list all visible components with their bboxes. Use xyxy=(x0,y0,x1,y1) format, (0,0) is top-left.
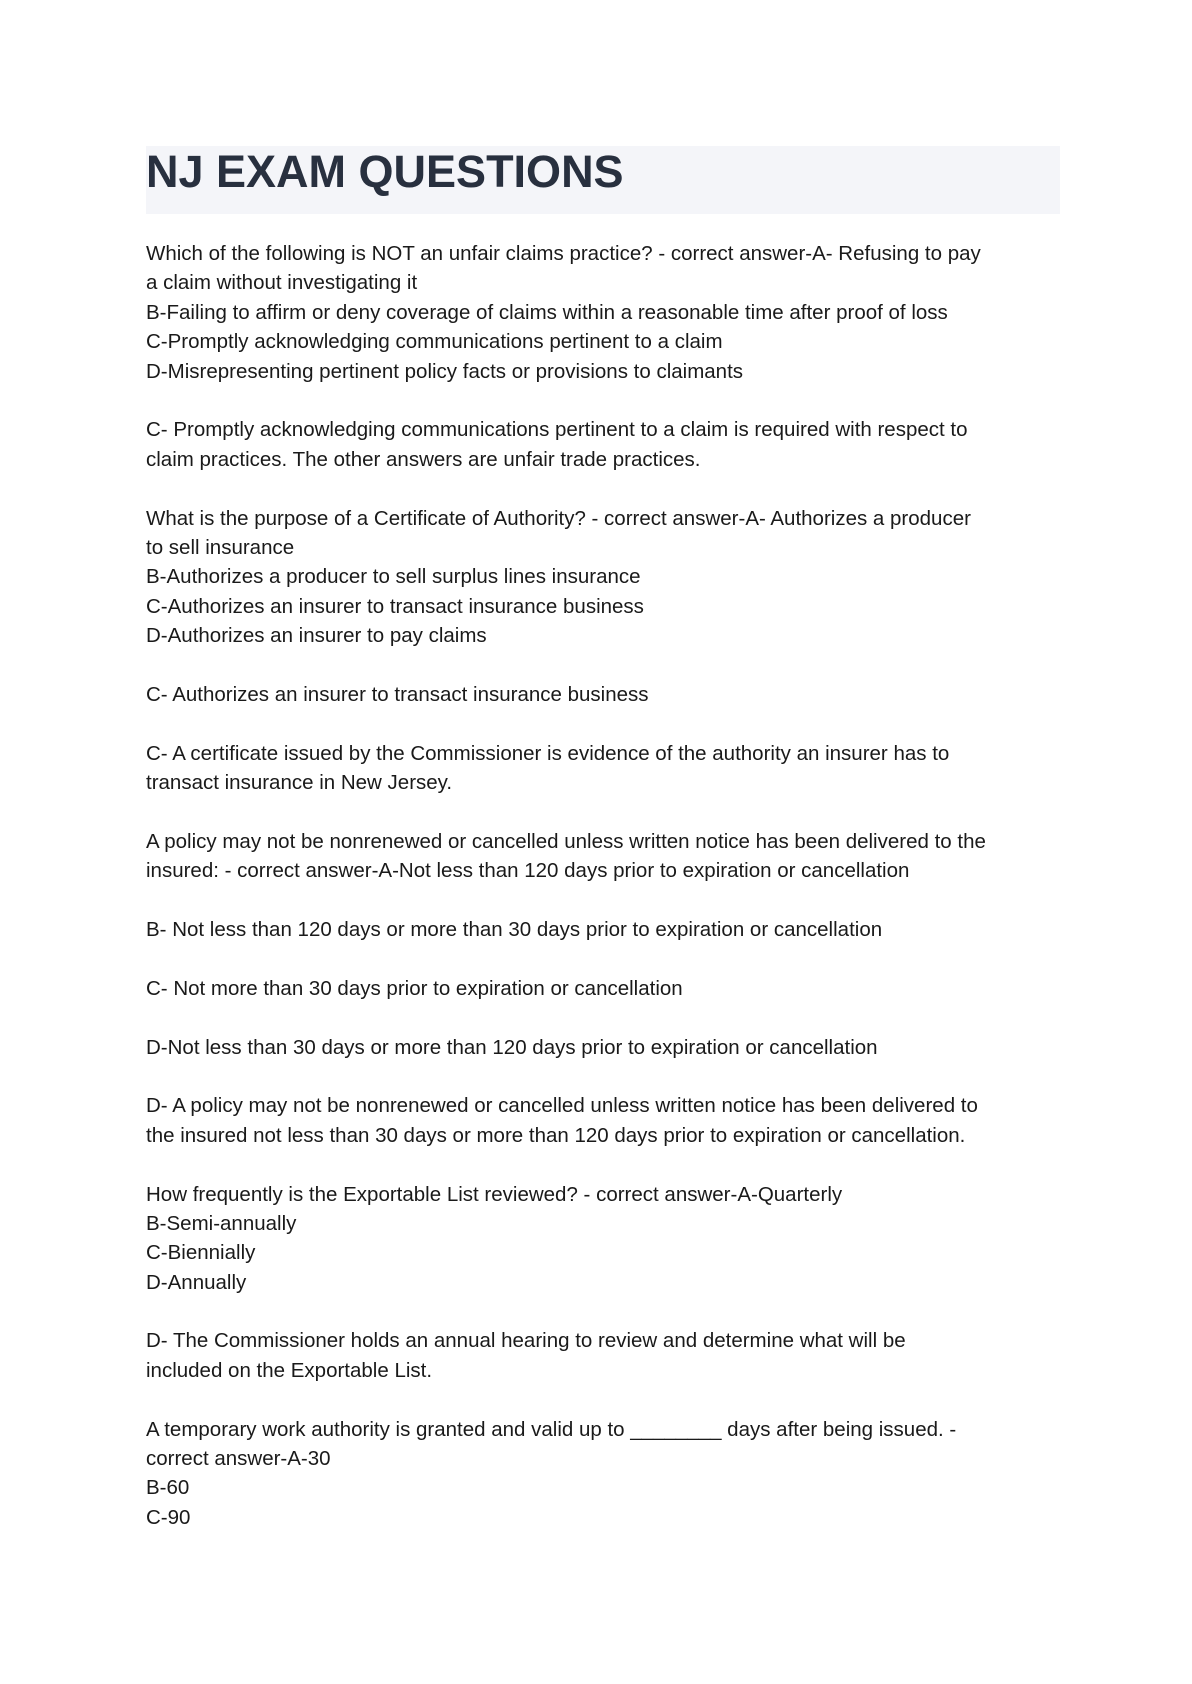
paragraph-gap xyxy=(146,1150,1066,1179)
text-line: B- Not less than 120 days or more than 30 days prior to expiration or cancellation xyxy=(146,917,883,941)
text-line: D-Not less than 30 days or more than 120 days prior to expiration or cancellation xyxy=(146,1035,878,1059)
text-line: claim practices. The other answers are unfair trade practices. xyxy=(146,447,701,471)
paragraph-gap xyxy=(146,650,1066,679)
paragraph-gap xyxy=(146,1003,1066,1032)
paragraph-gap xyxy=(146,944,1066,973)
document-body xyxy=(146,239,1066,1532)
text-line: C-90 xyxy=(146,1505,191,1529)
paragraph-gap xyxy=(146,386,1066,415)
text-line: Which of the following is NOT an unfair claims practice? - correct answer-A- Refusing to pay xyxy=(146,242,981,265)
text-line: to sell insurance xyxy=(146,535,295,559)
paragraph-gap xyxy=(146,1297,1066,1326)
text-line: the insured not less than 30 days or more than 120 days prior to expiration or cancellation. xyxy=(146,1123,966,1147)
text-line: D-Annually xyxy=(146,1270,247,1294)
text-line: What is the purpose of a Certificate of Authority? - correct answer-A- Authorizes a producer xyxy=(146,506,971,530)
paragraph-gap xyxy=(146,474,1066,503)
paragraph-gap xyxy=(146,797,1066,826)
text-line: A policy may not be nonrenewed or cancelled unless written notice has been delivered to the xyxy=(146,829,986,853)
text-line: C-Promptly acknowledging communications pertinent to a claim xyxy=(146,330,723,354)
text-line: B-Authorizes a producer to sell surplus lines insurance xyxy=(146,565,641,589)
text-line: D-Authorizes an insurer to pay claims xyxy=(146,624,487,648)
text-line: a claim without investigating it xyxy=(146,271,418,295)
text-line: D-Misrepresenting pertinent policy facts or provisions to claimants xyxy=(146,359,744,383)
text-line: B-60 xyxy=(146,1476,190,1500)
text-line: B-Failing to affirm or deny coverage of claims within a reasonable time after proof of loss xyxy=(146,300,948,324)
document-title: NJ EXAM QUESTIONS xyxy=(146,146,624,197)
text-line: correct answer-A-30 xyxy=(146,1447,331,1471)
paragraph-gap xyxy=(146,886,1066,915)
text-line: How frequently is the Exportable List reviewed? - correct answer-A-Quarterly xyxy=(146,1182,843,1206)
text-line: C-Authorizes an insurer to transact insurance business xyxy=(146,594,644,618)
text-line: D- A policy may not be nonrenewed or cancelled unless written notice has been delivered to xyxy=(146,1094,978,1118)
text-line: A temporary work authority is granted and valid up to ________ days after being issued. - xyxy=(146,1417,957,1441)
text-line: C- Not more than 30 days prior to expiration or cancellation xyxy=(146,976,683,1000)
text-line: C-Biennially xyxy=(146,1241,256,1265)
text-line: included on the Exportable List. xyxy=(146,1358,433,1382)
text-line: transact insurance in New Jersey. xyxy=(146,771,453,795)
paragraph-gap xyxy=(146,1062,1066,1091)
text-line: C- Authorizes an insurer to transact insurance business xyxy=(146,682,649,706)
paragraph-gap xyxy=(146,709,1066,738)
paragraph-gap xyxy=(146,1385,1066,1414)
text-line: C- Promptly acknowledging communications pertinent to a claim is required with respect to xyxy=(146,418,968,442)
text-line: B-Semi-annually xyxy=(146,1211,297,1235)
text-line: D- The Commissioner holds an annual hearing to review and determine what will be xyxy=(146,1329,906,1353)
text-line: insured: - correct answer-A-Not less than 120 days prior to expiration or cancellation xyxy=(146,859,910,883)
text-line: C- A certificate issued by the Commissioner is evidence of the authority an insurer has to xyxy=(146,741,950,765)
